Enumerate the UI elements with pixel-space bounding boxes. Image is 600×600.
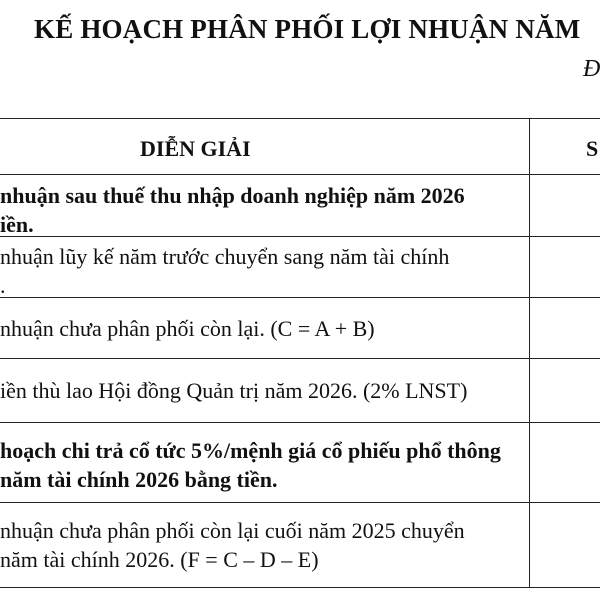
table-row-divider — [0, 422, 600, 423]
table-row — [0, 376, 520, 405]
table-column-divider — [529, 118, 530, 588]
row-text-line: nhuận chưa phân phối còn lại. (C = A + B) — [0, 316, 375, 341]
column-header-description: DIỄN GIẢI — [140, 136, 251, 161]
table-row-divider — [0, 358, 600, 359]
row-text-line: . — [0, 273, 6, 298]
table-border-top — [0, 118, 600, 119]
row-text-line: hoạch chi trả cổ tức 5%/mệnh giá cổ phiếu phổ thông — [0, 438, 501, 463]
row-text-line: nhuận chưa phân phối còn lại cuối năm 2025 chuyển — [0, 518, 465, 543]
document-title: KẾ HOẠCH PHÂN PHỐI LỢI NHUẬN NĂM — [34, 14, 581, 44]
column-header-amount: S — [586, 136, 599, 161]
table-row-divider — [0, 502, 600, 503]
row-text-line: năm tài chính 2026. (F = C – D – E) — [0, 547, 319, 572]
profit-distribution-table — [0, 118, 600, 588]
row-text-line: iền. — [0, 212, 34, 237]
table-row — [0, 436, 520, 494]
row-text-line: nhuận sau thuế thu nhập doanh nghiệp năm 2026 — [0, 183, 465, 208]
unit-label: Đ — [583, 56, 600, 82]
table-row — [0, 314, 520, 343]
row-text-line: iền thù lao Hội đồng Quản trị năm 2026. (2% LNST) — [0, 378, 468, 403]
table-row-divider — [0, 174, 600, 175]
table-row — [0, 516, 520, 574]
row-text-line: năm tài chính 2026 bằng tiền. — [0, 467, 278, 492]
row-text-line: nhuận lũy kế năm trước chuyển sang năm tài chính — [0, 244, 450, 269]
table-border-bottom — [0, 587, 600, 588]
table-row — [0, 242, 520, 300]
table-row — [0, 181, 520, 239]
